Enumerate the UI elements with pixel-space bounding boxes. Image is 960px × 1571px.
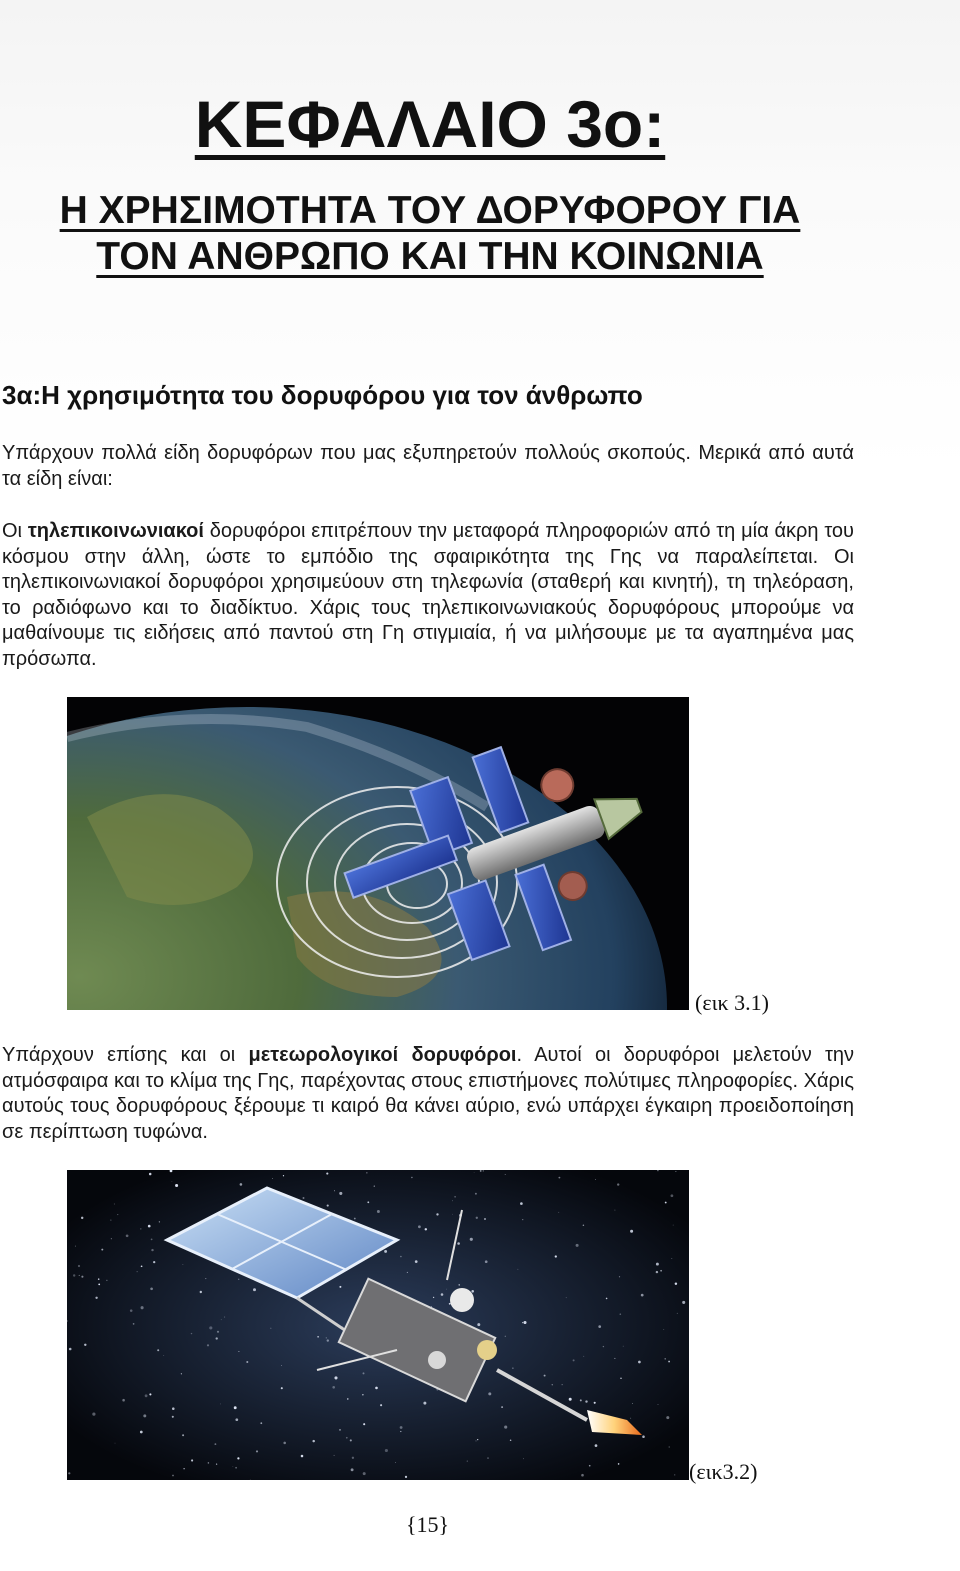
star <box>576 1244 579 1247</box>
star <box>614 1358 615 1359</box>
star <box>470 1238 473 1241</box>
star <box>81 1276 83 1278</box>
star <box>400 1431 401 1432</box>
star <box>641 1294 644 1297</box>
star <box>317 1336 319 1338</box>
star <box>339 1192 342 1195</box>
star <box>363 1423 365 1425</box>
star <box>283 1175 284 1176</box>
star <box>92 1413 95 1416</box>
star <box>522 1219 523 1220</box>
star <box>283 1442 286 1445</box>
chapter-subtitle-line2: ΤΟΝ ΑΝΘΡΩΠΟ ΚΑΙ ΤΗΝ ΚΟΙΝΩΝΙΑ <box>96 235 764 278</box>
star <box>238 1279 239 1280</box>
star <box>73 1274 75 1276</box>
star <box>200 1291 202 1293</box>
star <box>400 1256 402 1258</box>
star <box>183 1264 184 1265</box>
star <box>334 1455 335 1456</box>
star <box>505 1174 506 1175</box>
star <box>133 1323 135 1325</box>
star <box>573 1359 575 1361</box>
star <box>385 1449 388 1452</box>
star <box>84 1344 86 1346</box>
star <box>140 1228 141 1229</box>
star <box>224 1317 225 1318</box>
star <box>339 1429 341 1431</box>
star <box>544 1375 546 1377</box>
star <box>114 1203 115 1204</box>
star <box>569 1398 572 1401</box>
star <box>234 1406 237 1409</box>
star <box>617 1183 619 1185</box>
star <box>380 1404 382 1406</box>
star <box>171 1181 172 1182</box>
star <box>467 1461 468 1462</box>
star <box>552 1384 553 1385</box>
star <box>603 1346 604 1347</box>
telecom-term: τηλεπικοινωνιακοί <box>27 520 204 542</box>
star <box>558 1212 559 1213</box>
star <box>620 1313 622 1315</box>
star <box>656 1271 658 1273</box>
star <box>436 1213 438 1215</box>
star <box>620 1378 622 1380</box>
star <box>518 1269 519 1270</box>
star <box>618 1463 620 1465</box>
star <box>585 1400 587 1402</box>
star <box>181 1373 182 1374</box>
star <box>122 1399 125 1402</box>
star <box>301 1455 304 1458</box>
star <box>354 1218 356 1220</box>
star <box>150 1287 153 1290</box>
star <box>363 1372 365 1374</box>
star <box>79 1275 80 1276</box>
star <box>237 1457 239 1459</box>
star <box>523 1321 526 1324</box>
star <box>334 1376 337 1379</box>
star <box>303 1197 305 1199</box>
star <box>520 1202 523 1205</box>
star <box>151 1239 153 1241</box>
star <box>580 1399 582 1401</box>
star <box>141 1265 143 1267</box>
star <box>98 1283 100 1285</box>
star <box>126 1234 129 1237</box>
star <box>407 1272 408 1273</box>
star <box>246 1361 248 1363</box>
star <box>488 1392 491 1395</box>
star <box>216 1463 217 1464</box>
star <box>347 1398 348 1399</box>
star <box>677 1313 678 1314</box>
star <box>68 1472 70 1474</box>
star <box>137 1271 138 1272</box>
star <box>281 1387 283 1389</box>
star <box>477 1439 478 1440</box>
star <box>476 1217 478 1219</box>
star <box>501 1406 503 1408</box>
star <box>477 1323 480 1326</box>
star <box>363 1472 366 1475</box>
star <box>441 1293 444 1296</box>
star <box>110 1220 111 1221</box>
star <box>675 1171 676 1172</box>
star <box>271 1328 272 1329</box>
star <box>475 1193 477 1195</box>
star <box>623 1346 624 1347</box>
figure-weather-satellite <box>67 1170 689 1480</box>
star <box>583 1356 584 1357</box>
star <box>326 1337 327 1338</box>
star <box>253 1288 256 1291</box>
star <box>145 1394 148 1397</box>
telecom-satellite-illustration <box>67 697 689 1010</box>
star <box>658 1404 659 1405</box>
star <box>483 1170 484 1171</box>
star <box>141 1306 144 1309</box>
figure-2-caption: (εικ3.2) <box>689 1459 758 1484</box>
star <box>159 1221 160 1222</box>
star <box>346 1437 348 1439</box>
star <box>163 1355 164 1356</box>
star <box>452 1200 453 1201</box>
star <box>78 1265 80 1267</box>
star <box>630 1230 633 1233</box>
star <box>583 1225 585 1227</box>
star <box>630 1418 631 1419</box>
star <box>69 1348 72 1351</box>
star <box>589 1465 591 1467</box>
star <box>172 1475 174 1477</box>
star <box>395 1462 396 1463</box>
star <box>281 1365 282 1366</box>
star <box>191 1333 192 1334</box>
star <box>221 1319 222 1320</box>
star <box>619 1276 620 1277</box>
star <box>183 1468 184 1469</box>
star <box>95 1297 97 1299</box>
star <box>153 1261 155 1263</box>
star <box>172 1416 174 1418</box>
star <box>671 1194 674 1197</box>
telecom-paragraph: Οι τηλεπικοινωνιακοί δορυφόροι επιτρέπουν την μεταφορά πληροφοριών από τη μία άκρη του κόσμου στην άλλη, ώστε το εμπόδιο της σφαιρικότητα της Γης να παραλείπεται. Οι τηλεπικοινωνιακοί δορυφόροι χρησιμεύουν στη τηλεφωνία (σταθερή και κινητή), τη τηλεόραση, το ραδιόφωνο και το διαδίκτυο. Χάρις τους τηλεπικοινωνιακούς δορυφόρους μπορούμε να μαθαίνουμε τις ειδήσεις από παντού στη Γη στιγμιαία, ή να μιλήσουμε με τα αγαπημένα μας πρόσωπα. <box>2 520 854 670</box>
star <box>151 1249 153 1251</box>
star <box>148 1225 151 1228</box>
star <box>377 1210 380 1213</box>
star <box>143 1414 146 1417</box>
star <box>673 1225 674 1226</box>
page-number: {15} <box>406 1512 450 1537</box>
star <box>411 1177 412 1178</box>
weather-paragraph: Υπάρχουν επίσης και οι μετεωρολογικοί δορυφόροι. Αυτοί οι δορυφόροι μελετούν την ατμόσφαιρα και το κλίμα της Γης, παρέχοντας στους επιστήμονες πολύτιμες πληροφορίες. Χάρις αυτούς τους δορυφόρους ξέρουμε τι καιρό θα κάνει αύριο, ενώ υπάρχει έγκαιρη προειδοποίηση σε περίπτωση τυφώνα. <box>2 1044 854 1143</box>
star <box>487 1458 488 1459</box>
star <box>664 1358 665 1359</box>
star <box>75 1246 76 1247</box>
star <box>562 1384 563 1385</box>
star <box>522 1322 523 1323</box>
star <box>374 1185 375 1186</box>
star <box>675 1283 677 1285</box>
star <box>175 1184 178 1187</box>
star <box>425 1228 427 1230</box>
star <box>214 1443 216 1445</box>
star <box>334 1190 335 1191</box>
star <box>130 1309 133 1312</box>
star <box>452 1214 453 1215</box>
star <box>614 1210 615 1211</box>
star <box>327 1205 329 1207</box>
star <box>454 1196 456 1198</box>
star <box>235 1418 238 1421</box>
star <box>220 1403 221 1404</box>
star <box>208 1462 210 1464</box>
star <box>581 1474 584 1477</box>
star <box>250 1479 251 1480</box>
star <box>339 1286 341 1288</box>
star <box>474 1172 475 1173</box>
star <box>209 1326 212 1329</box>
star <box>642 1435 645 1438</box>
star <box>423 1402 426 1405</box>
star <box>352 1457 354 1459</box>
star <box>632 1403 633 1404</box>
star <box>558 1177 560 1179</box>
star <box>384 1250 387 1253</box>
star <box>523 1458 524 1459</box>
star <box>117 1214 118 1215</box>
star <box>665 1202 667 1204</box>
star <box>668 1361 670 1363</box>
star <box>512 1367 513 1368</box>
weather-satellite-illustration <box>67 1170 689 1480</box>
figure-telecom-satellite <box>67 697 689 1010</box>
star <box>149 1173 152 1176</box>
star <box>233 1466 234 1467</box>
star <box>260 1422 262 1424</box>
star <box>594 1402 596 1404</box>
star <box>682 1301 685 1304</box>
star <box>332 1386 335 1389</box>
star <box>216 1337 218 1339</box>
chapter-title: ΚΕΦΑΛΑΙΟ 3ο: <box>194 87 666 161</box>
star <box>240 1183 243 1186</box>
star <box>606 1298 608 1300</box>
star <box>362 1394 363 1395</box>
figure-1-caption: (εικ 3.1) <box>695 990 769 1015</box>
star <box>256 1450 258 1452</box>
star <box>98 1278 100 1280</box>
star <box>674 1474 675 1475</box>
star <box>350 1439 352 1441</box>
star <box>555 1255 557 1257</box>
star <box>101 1249 103 1251</box>
star <box>671 1258 672 1259</box>
star <box>449 1303 451 1305</box>
star <box>595 1179 596 1180</box>
star <box>459 1284 460 1285</box>
star <box>367 1201 369 1203</box>
star <box>405 1476 407 1478</box>
star <box>106 1280 107 1281</box>
star <box>663 1329 664 1330</box>
star <box>81 1217 83 1219</box>
star <box>669 1446 670 1447</box>
star <box>484 1218 486 1220</box>
star <box>666 1416 669 1419</box>
star <box>149 1393 151 1395</box>
star <box>375 1387 378 1390</box>
star <box>457 1242 460 1245</box>
star <box>191 1459 193 1461</box>
star <box>480 1170 482 1172</box>
chapter-subtitle-line1: Η ΧΡΗΣΙΜΟΤΗΤΑ ΤΟΥ ΔΟΡΥΦΟΡΟΥ ΓΙΑ <box>59 189 801 232</box>
star <box>272 1178 273 1179</box>
star <box>656 1263 659 1266</box>
star <box>485 1260 488 1263</box>
star <box>238 1351 239 1352</box>
star <box>400 1426 403 1429</box>
star <box>111 1238 112 1239</box>
star <box>510 1440 512 1442</box>
star <box>207 1344 209 1346</box>
intro-paragraph: Υπάρχουν πολλά είδη δορυφόρων που μας εξυπηρετούν πολλούς σκοπούς. Μερικά από αυτά τα είδη είναι: <box>2 442 854 490</box>
star <box>115 1443 116 1444</box>
star <box>205 1278 206 1279</box>
star <box>418 1225 421 1228</box>
star <box>351 1468 354 1471</box>
star <box>182 1434 184 1436</box>
star <box>566 1297 567 1298</box>
star <box>157 1349 159 1351</box>
star <box>598 1325 601 1328</box>
star <box>505 1336 506 1337</box>
star <box>471 1290 474 1293</box>
star <box>595 1444 598 1447</box>
star <box>446 1289 447 1290</box>
star <box>312 1440 314 1442</box>
star <box>326 1173 328 1175</box>
star <box>217 1331 219 1333</box>
star <box>235 1467 237 1469</box>
star <box>504 1426 507 1429</box>
star <box>660 1270 662 1272</box>
star <box>366 1172 367 1173</box>
star <box>415 1260 418 1263</box>
section-heading: 3α:Η χρησιμότητα του δορυφόρου για τον άνθρωπο <box>2 380 643 410</box>
star <box>475 1440 476 1441</box>
star <box>140 1431 143 1434</box>
star <box>638 1361 641 1364</box>
star <box>433 1297 434 1298</box>
weather-term: μετεωρολογικοί δορυφόροι <box>248 1044 517 1066</box>
star <box>327 1339 329 1341</box>
star <box>172 1407 175 1410</box>
